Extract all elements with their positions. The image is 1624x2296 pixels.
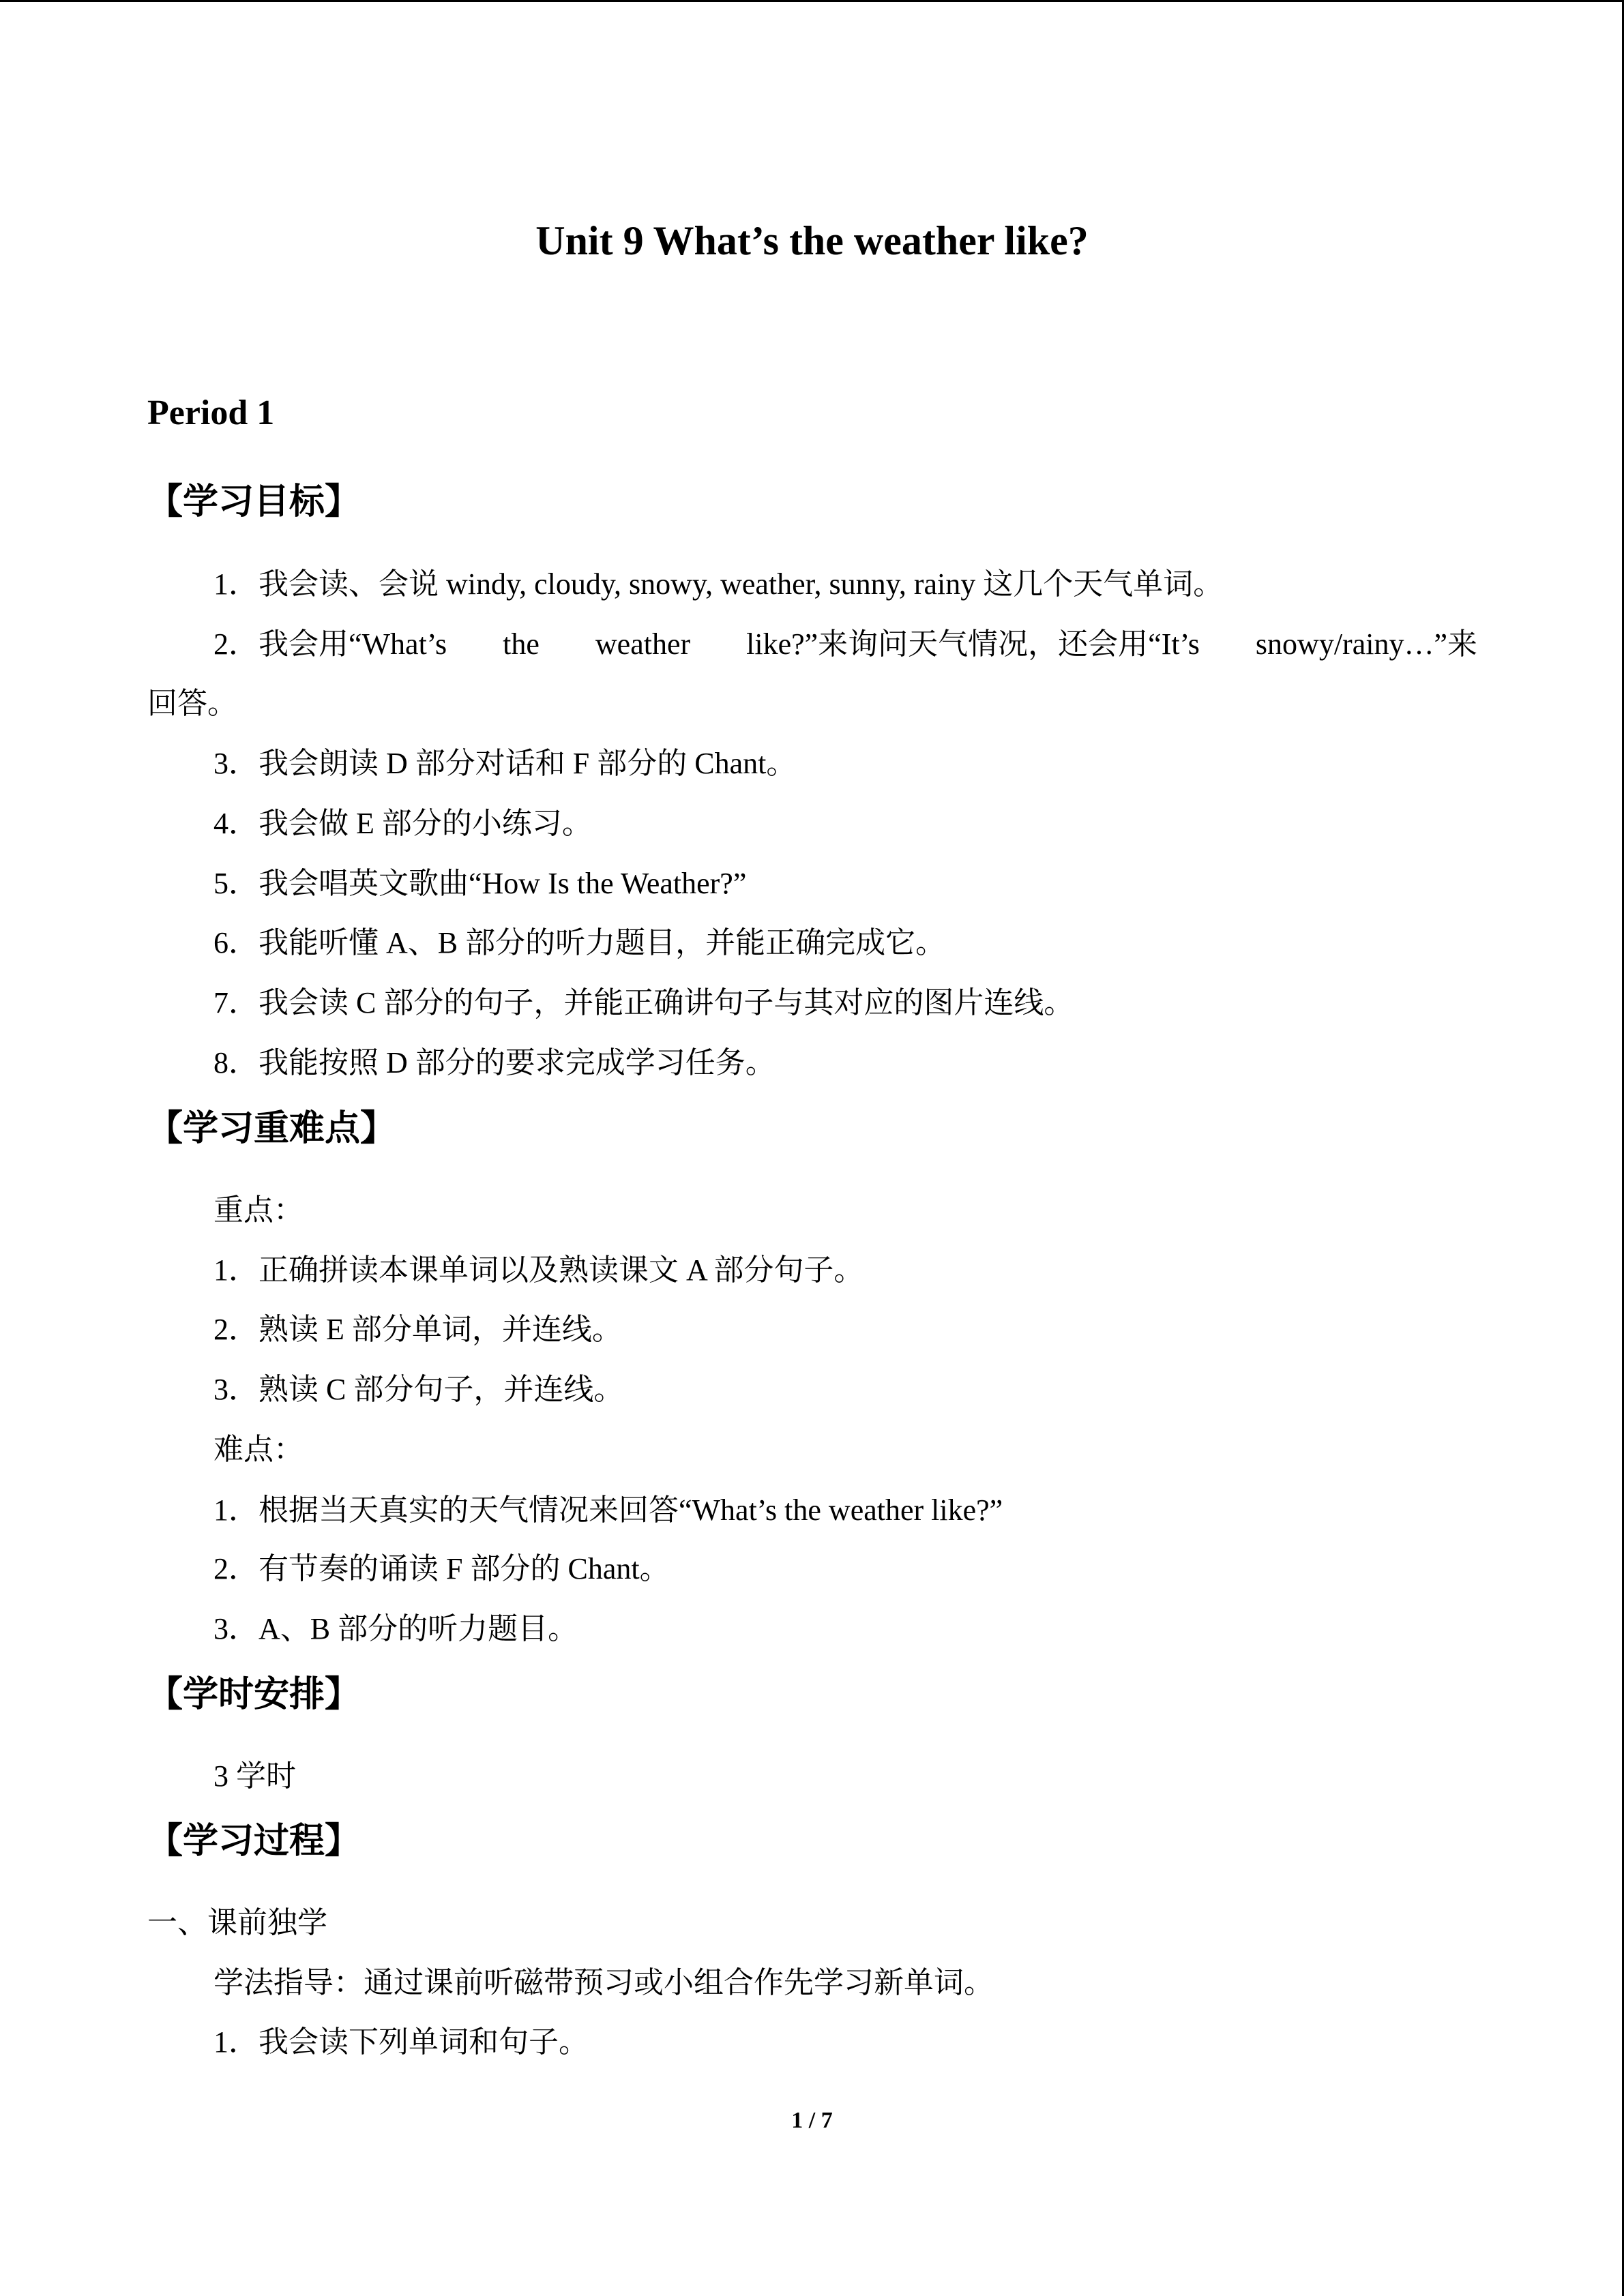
goal-item-8: 8．我能按照 D 部分的要求完成学习任务。 — [213, 1046, 776, 1079]
goal-item-2-line-1 — [213, 624, 1477, 665]
schedule-heading: 【学时安排】 — [147, 1674, 361, 1715]
goal-item-2-part: weather — [595, 627, 691, 661]
key-point-2: 2．熟读 E 部分单词，并连线。 — [213, 1313, 622, 1346]
key-points-label: 重点： — [213, 1193, 304, 1227]
goal-item-6: 6．我能听懂 A、B 部分的听力题目，并能正确完成它。 — [213, 926, 946, 959]
goals-heading: 【学习目标】 — [147, 481, 361, 522]
goal-item-2-part: 2．我会用“What’s — [213, 627, 447, 661]
goal-item-2-part: the — [503, 627, 540, 661]
goal-item-5: 5．我会唱英文歌曲“How Is the Weather?” — [213, 867, 747, 900]
goal-item-2-line-2: 回答。 — [147, 687, 237, 720]
process-subheading: 一、课前独学 — [147, 1906, 327, 1939]
goal-item-1: 1．我会读、会说 windy, cloudy, snowy, weather, sunny, rainy 这几个天气单词。 — [213, 567, 1224, 601]
difficult-point-2: 2．有节奏的诵读 F 部分的 Chant。 — [213, 1552, 670, 1585]
schedule-text: 3 学时 — [213, 1759, 296, 1793]
difficult-point-3: 3．A、B 部分的听力题目。 — [213, 1612, 578, 1645]
goal-item-3: 3．我会朗读 D 部分对话和 F 部分的 Chant。 — [213, 747, 797, 780]
key-point-3: 3．熟读 C 部分句子，并连线。 — [213, 1373, 624, 1406]
period-heading: Period 1 — [147, 393, 275, 432]
goal-item-7: 7．我会读 C 部分的句子，并能正确讲句子与其对应的图片连线。 — [213, 986, 1074, 1019]
goal-item-2-part: like?”来询问天气情况，还会用“It’s — [746, 627, 1200, 661]
page-number: 1 / 7 — [791, 2108, 833, 2133]
process-item-1: 1．我会读下列单词和句子。 — [213, 2025, 589, 2059]
process-heading: 【学习过程】 — [147, 1821, 361, 1862]
process-guide: 学法指导：通过课前听磁带预习或小组合作先学习新单词。 — [213, 1966, 994, 1999]
document-title: Unit 9 What’s the weather like? — [535, 218, 1089, 263]
difficult-point-1: 1．根据当天真实的天气情况来回答“What’s the weather like?” — [213, 1493, 1003, 1527]
goal-item-2-part: snowy/rainy…”来 — [1255, 627, 1477, 661]
difficult-points-label: 难点： — [213, 1433, 304, 1466]
key-point-1: 1．正确拼读本课单词以及熟读课文 A 部分句子。 — [213, 1253, 864, 1287]
key-difficult-heading: 【学习重难点】 — [147, 1108, 396, 1149]
goal-item-4: 4．我会做 E 部分的小练习。 — [213, 807, 592, 840]
